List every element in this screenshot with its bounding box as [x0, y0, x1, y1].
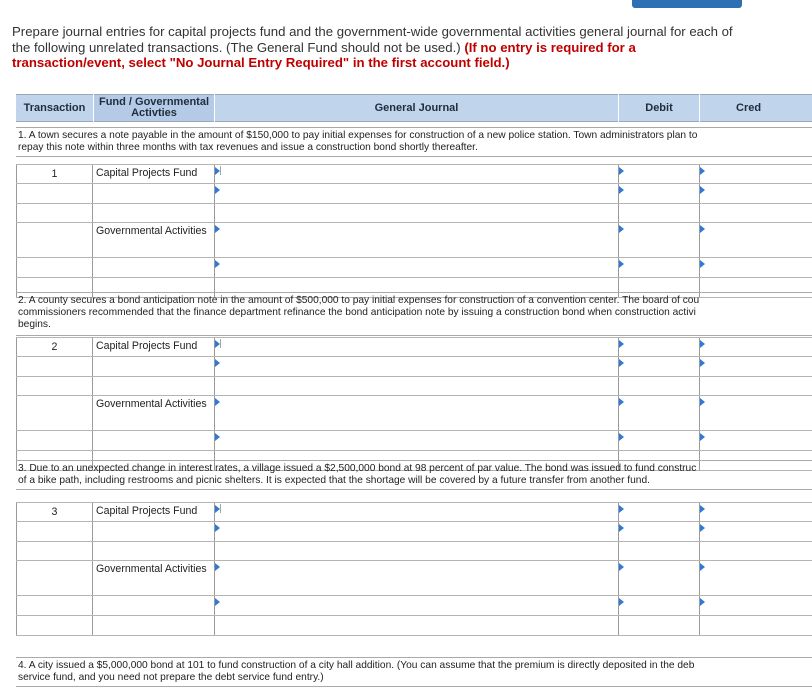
credit-input[interactable]	[700, 542, 812, 560]
account-dropdown-icon[interactable]	[215, 359, 220, 367]
debit-dropdown-icon[interactable]	[619, 340, 624, 348]
credit-dropdown-icon[interactable]	[700, 225, 705, 233]
header-debit: Debit	[619, 94, 699, 122]
account-dropdown-icon[interactable]	[215, 398, 220, 406]
debit-input[interactable]	[619, 503, 700, 521]
debit-dropdown-icon[interactable]	[619, 598, 624, 606]
transaction-number: 1	[51, 168, 58, 180]
transaction-description	[16, 127, 812, 157]
fund-cell	[93, 522, 215, 541]
account-dropdown-icon[interactable]	[215, 225, 220, 233]
debit-dropdown-icon[interactable]	[619, 433, 624, 441]
debit-input[interactable]	[619, 431, 700, 450]
credit-input[interactable]	[700, 165, 812, 183]
transaction-number-cell	[16, 542, 93, 560]
account-dropdown-icon[interactable]	[215, 598, 220, 606]
account-select[interactable]	[215, 184, 619, 203]
credit-input[interactable]	[700, 396, 812, 430]
fund-label: Capital Projects Fund	[96, 167, 198, 179]
journal-row	[16, 502, 812, 522]
account-select[interactable]	[215, 503, 619, 521]
debit-input[interactable]	[619, 223, 700, 257]
credit-dropdown-icon[interactable]	[700, 167, 705, 175]
account-dropdown-icon[interactable]	[215, 524, 220, 532]
instructions-emphasis: (If no entry is required for a transaction/event, select "No Journal Entry Required" in the first account field.)	[12, 39, 636, 70]
transaction-number-cell	[16, 503, 93, 521]
account-select[interactable]	[215, 258, 619, 277]
fund-label: Governmental Activities	[96, 398, 207, 410]
transaction-number-cell	[16, 223, 93, 257]
credit-dropdown-icon[interactable]	[700, 598, 705, 606]
debit-input[interactable]	[619, 184, 700, 203]
fund-cell	[93, 596, 215, 615]
account-select[interactable]	[215, 165, 619, 183]
account-dropdown-icon[interactable]	[215, 563, 220, 571]
top-action-button[interactable]	[632, 0, 742, 8]
journal-row	[16, 431, 812, 451]
journal-row	[16, 616, 812, 636]
transaction-number-cell	[16, 396, 93, 430]
header-general-journal: General Journal	[215, 94, 618, 122]
fund-cell	[93, 357, 215, 376]
account-select[interactable]	[215, 431, 619, 450]
fund-cell	[93, 431, 215, 450]
account-select[interactable]	[215, 223, 619, 257]
debit-input[interactable]	[619, 357, 700, 376]
header-credit: Cred	[700, 94, 812, 122]
account-select[interactable]	[215, 204, 619, 222]
fund-label: Capital Projects Fund	[96, 505, 198, 517]
fund-cell	[93, 184, 215, 203]
credit-dropdown-icon[interactable]	[700, 563, 705, 571]
transaction-number-cell	[16, 377, 93, 395]
debit-dropdown-icon[interactable]	[619, 524, 624, 532]
credit-input[interactable]	[700, 223, 812, 257]
fund-cell	[93, 223, 215, 257]
credit-input[interactable]	[700, 522, 812, 541]
credit-dropdown-icon[interactable]	[700, 340, 705, 348]
debit-dropdown-icon[interactable]	[619, 505, 624, 513]
debit-input[interactable]	[619, 522, 700, 541]
description-line: of a bike path, including restrooms and picnic shelters. It is expected that the shortage will be covered by a future transfer from another fund.	[18, 475, 650, 486]
transaction-description	[16, 657, 812, 687]
fund-cell	[93, 377, 215, 395]
journal-row	[16, 522, 812, 542]
debit-dropdown-icon[interactable]	[619, 563, 624, 571]
header-fund	[94, 94, 214, 122]
credit-dropdown-icon[interactable]	[700, 505, 705, 513]
credit-dropdown-icon[interactable]	[700, 260, 705, 268]
journal-row	[16, 561, 812, 596]
debit-dropdown-icon[interactable]	[619, 225, 624, 233]
header-fund-line2: Activties	[131, 107, 177, 119]
fund-label: Governmental Activities	[96, 563, 207, 575]
transaction-number: 2	[51, 341, 58, 353]
account-select[interactable]	[215, 377, 619, 395]
journal-row	[16, 377, 812, 396]
instructions	[12, 24, 752, 71]
cursor-bar	[220, 504, 221, 513]
credit-dropdown-icon[interactable]	[700, 359, 705, 367]
description-line: service fund, and you need not prepare the debt service fund entry.)	[18, 672, 324, 683]
description-line: begins.	[18, 319, 51, 330]
debit-input[interactable]	[619, 338, 700, 356]
cursor-bar	[220, 166, 221, 175]
debit-dropdown-icon[interactable]	[619, 260, 624, 268]
credit-input[interactable]	[700, 503, 812, 521]
fund-label: Governmental Activities	[96, 225, 207, 237]
debit-input[interactable]	[619, 377, 700, 395]
credit-input[interactable]	[700, 431, 812, 450]
account-select[interactable]	[215, 561, 619, 595]
journal-row	[16, 357, 812, 377]
account-select[interactable]	[215, 396, 619, 430]
credit-input[interactable]	[700, 357, 812, 376]
transaction-number-cell	[16, 165, 93, 183]
account-dropdown-icon[interactable]	[215, 260, 220, 268]
account-dropdown-icon[interactable]	[215, 186, 220, 194]
credit-dropdown-icon[interactable]	[700, 524, 705, 532]
transaction-number-cell	[16, 357, 93, 376]
description-line: 4. A city issued a $5,000,000 bond at 101 to fund construction of a city hall addition. (You can assume that the premium is directly deposited in the deb	[18, 660, 695, 671]
credit-input[interactable]	[700, 561, 812, 595]
credit-input[interactable]	[700, 338, 812, 356]
fund-cell	[93, 338, 215, 356]
transaction-number-cell	[16, 616, 93, 635]
journal-row	[16, 204, 812, 223]
transaction-number-cell	[16, 258, 93, 277]
account-select[interactable]	[215, 542, 619, 560]
credit-dropdown-icon[interactable]	[700, 186, 705, 194]
transaction-number-cell	[16, 338, 93, 356]
instructions-text: Prepare journal entries for capital projects fund and the government-wide governmental activities general journal for each of the following unrelated transactions. (The General Fund should not be used.)	[12, 24, 733, 55]
fund-cell	[93, 561, 215, 595]
debit-dropdown-icon[interactable]	[619, 186, 624, 194]
credit-dropdown-icon[interactable]	[700, 398, 705, 406]
journal-table	[16, 94, 812, 694]
journal-row	[16, 542, 812, 561]
account-select[interactable]	[215, 596, 619, 615]
description-line: repay this note within three months with tax revenues and issue a construction bond shortly thereafter.	[18, 142, 478, 153]
header-transaction: Transaction	[16, 94, 93, 122]
account-select[interactable]	[215, 338, 619, 356]
account-select[interactable]	[215, 357, 619, 376]
fund-cell	[93, 542, 215, 560]
debit-input[interactable]	[619, 596, 700, 615]
cursor-bar	[220, 339, 221, 348]
debit-input[interactable]	[619, 165, 700, 183]
debit-input[interactable]	[619, 616, 700, 635]
account-select[interactable]	[215, 522, 619, 541]
fund-cell	[93, 503, 215, 521]
debit-dropdown-icon[interactable]	[619, 167, 624, 175]
transaction-number-cell	[16, 522, 93, 541]
debit-input[interactable]	[619, 258, 700, 277]
journal-row	[16, 184, 812, 204]
transaction-number-cell	[16, 431, 93, 450]
description-line: commissioners recommended that the finance department refinance the bond anticipation note by issuing a construction bond when construction activi	[18, 307, 696, 318]
transaction-description	[16, 460, 812, 490]
journal-row	[16, 337, 812, 357]
credit-input[interactable]	[700, 616, 812, 635]
description-line: 3. Due to an unexpected change in interest rates, a village issued a $2,500,000 bond at 98 percent of par value. The bond was issued to fund construc	[18, 463, 697, 474]
transaction-number-cell	[16, 561, 93, 595]
fund-cell	[93, 204, 215, 222]
transaction-number: 3	[51, 506, 58, 518]
journal-row	[16, 223, 812, 258]
journal-row	[16, 396, 812, 431]
debit-input[interactable]	[619, 396, 700, 430]
journal-row	[16, 258, 812, 278]
debit-input[interactable]	[619, 561, 700, 595]
journal-row	[16, 596, 812, 616]
credit-input[interactable]	[700, 184, 812, 203]
fund-cell	[93, 258, 215, 277]
description-line: 1. A town secures a note payable in the amount of $150,000 to pay initial expenses for construction of a new police station. Town administrators plan to	[18, 130, 698, 141]
debit-dropdown-icon[interactable]	[619, 359, 624, 367]
journal-row	[16, 164, 812, 184]
account-select[interactable]	[215, 616, 619, 635]
fund-cell	[93, 396, 215, 430]
fund-cell	[93, 165, 215, 183]
transaction-description	[16, 292, 812, 336]
debit-input[interactable]	[619, 542, 700, 560]
credit-input[interactable]	[700, 204, 812, 222]
debit-dropdown-icon[interactable]	[619, 398, 624, 406]
fund-cell	[93, 616, 215, 635]
transaction-number-cell	[16, 204, 93, 222]
transaction-number-cell	[16, 184, 93, 203]
credit-input[interactable]	[700, 377, 812, 395]
fund-label: Capital Projects Fund	[96, 340, 198, 352]
header-fund-line1: Fund / Governmental	[98, 96, 209, 108]
credit-input[interactable]	[700, 258, 812, 277]
description-line: 2. A county secures a bond anticipation note in the amount of $500,000 to pay initial expenses for construction of a convention center. The board of cou	[18, 295, 700, 306]
credit-input[interactable]	[700, 596, 812, 615]
transaction-number-cell	[16, 596, 93, 615]
credit-dropdown-icon[interactable]	[700, 433, 705, 441]
account-dropdown-icon[interactable]	[215, 433, 220, 441]
debit-input[interactable]	[619, 204, 700, 222]
